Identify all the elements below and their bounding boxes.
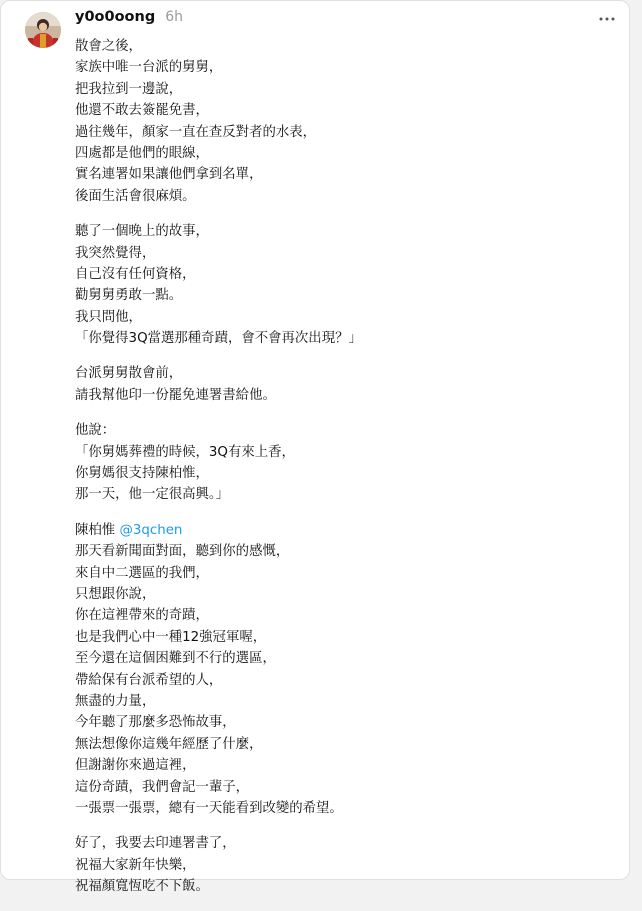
text-line: 那天看新聞面對面，聽到你的感慨， — [75, 544, 290, 560]
text-line: 你在這裡帶來的奇蹟， — [75, 608, 209, 624]
text-line: 自己沒有任何資格， — [75, 266, 196, 282]
text-line: 一張票一張票，總有一天能看到改變的希望。 — [75, 800, 343, 816]
paragraph — [75, 363, 595, 406]
post-body — [75, 36, 595, 911]
text-line: 只想跟你說， — [75, 586, 156, 602]
more-options-button[interactable] — [597, 12, 617, 26]
paragraph — [75, 36, 595, 207]
text-line: 好了，我要去印連署書了， — [75, 836, 236, 852]
text-line: 祝福大家新年快樂， — [75, 857, 196, 873]
text-line: 至今還在這個困難到不行的選區， — [75, 651, 276, 667]
text-line: 台派舅舅散會前， — [75, 366, 183, 382]
text-line: 無法想像你這幾年經歷了什麼， — [75, 736, 263, 752]
text-line: 散會之後， — [75, 39, 142, 54]
post-header — [75, 9, 183, 31]
text-line: 那一天，他一定很高興。」 — [75, 487, 229, 503]
paragraph — [75, 520, 595, 819]
text-line: 我突然覺得， — [75, 245, 156, 261]
mention-prefix: 陳柏惟 — [75, 522, 120, 538]
text-line: 這份奇蹟，我們會記一輩子， — [75, 779, 250, 795]
text-line: 他還不敢去簽罷免書， — [75, 103, 209, 119]
text-line: 來自中二選區的我們， — [75, 565, 209, 581]
username[interactable]: y0o0oong — [75, 9, 156, 25]
text-line: 無盡的力量， — [75, 693, 156, 709]
text-line: 但謝謝你來過這裡， — [75, 758, 196, 774]
text-line: 你舅媽很支持陳柏惟， — [75, 466, 209, 482]
text-line: 祝福顏寬恆吃不下飯。 — [75, 879, 209, 895]
text-line: 勸舅舅勇敢一點。 — [75, 288, 183, 304]
paragraph — [75, 420, 595, 506]
text-line: 「你覺得3Q當選那種奇蹟，會不會再次出現？」 — [75, 331, 362, 347]
avatar-photo — [25, 12, 61, 48]
text-line: 家族中唯一台派的舅舅， — [75, 60, 223, 76]
text-line: 後面生活會很麻煩。 — [75, 188, 196, 204]
text-line: 過往幾年，顏家一直在查反對者的水表， — [75, 124, 317, 140]
timestamp[interactable]: 6h — [165, 9, 183, 25]
text-line: 我只問他， — [75, 309, 142, 325]
mention-line — [75, 520, 595, 541]
paragraph — [75, 221, 595, 349]
text-line: 聽了一個晚上的故事， — [75, 224, 209, 240]
more-horizontal-icon — [599, 17, 615, 21]
text-line: 他說： — [75, 423, 116, 439]
text-line: 把我拉到一邊說， — [75, 81, 183, 97]
text-line: 也是我們心中一種12強冠軍喔， — [75, 629, 267, 645]
text-line: 「你舅媽葬禮的時候，3Q有來上香， — [75, 444, 295, 460]
text-line: 請我幫他印一份罷免連署書給他。 — [75, 387, 276, 403]
text-line: 今年聽了那麼多恐怖故事， — [75, 715, 236, 731]
paragraph — [75, 833, 595, 897]
mention-link[interactable]: @3qchen — [119, 522, 183, 538]
text-line: 四處都是他們的眼線， — [75, 145, 209, 161]
text-line: 實名連署如果讓他們拿到名單， — [75, 167, 263, 183]
text-line: 帶給保有台派希望的人， — [75, 672, 223, 688]
avatar[interactable] — [25, 12, 61, 48]
